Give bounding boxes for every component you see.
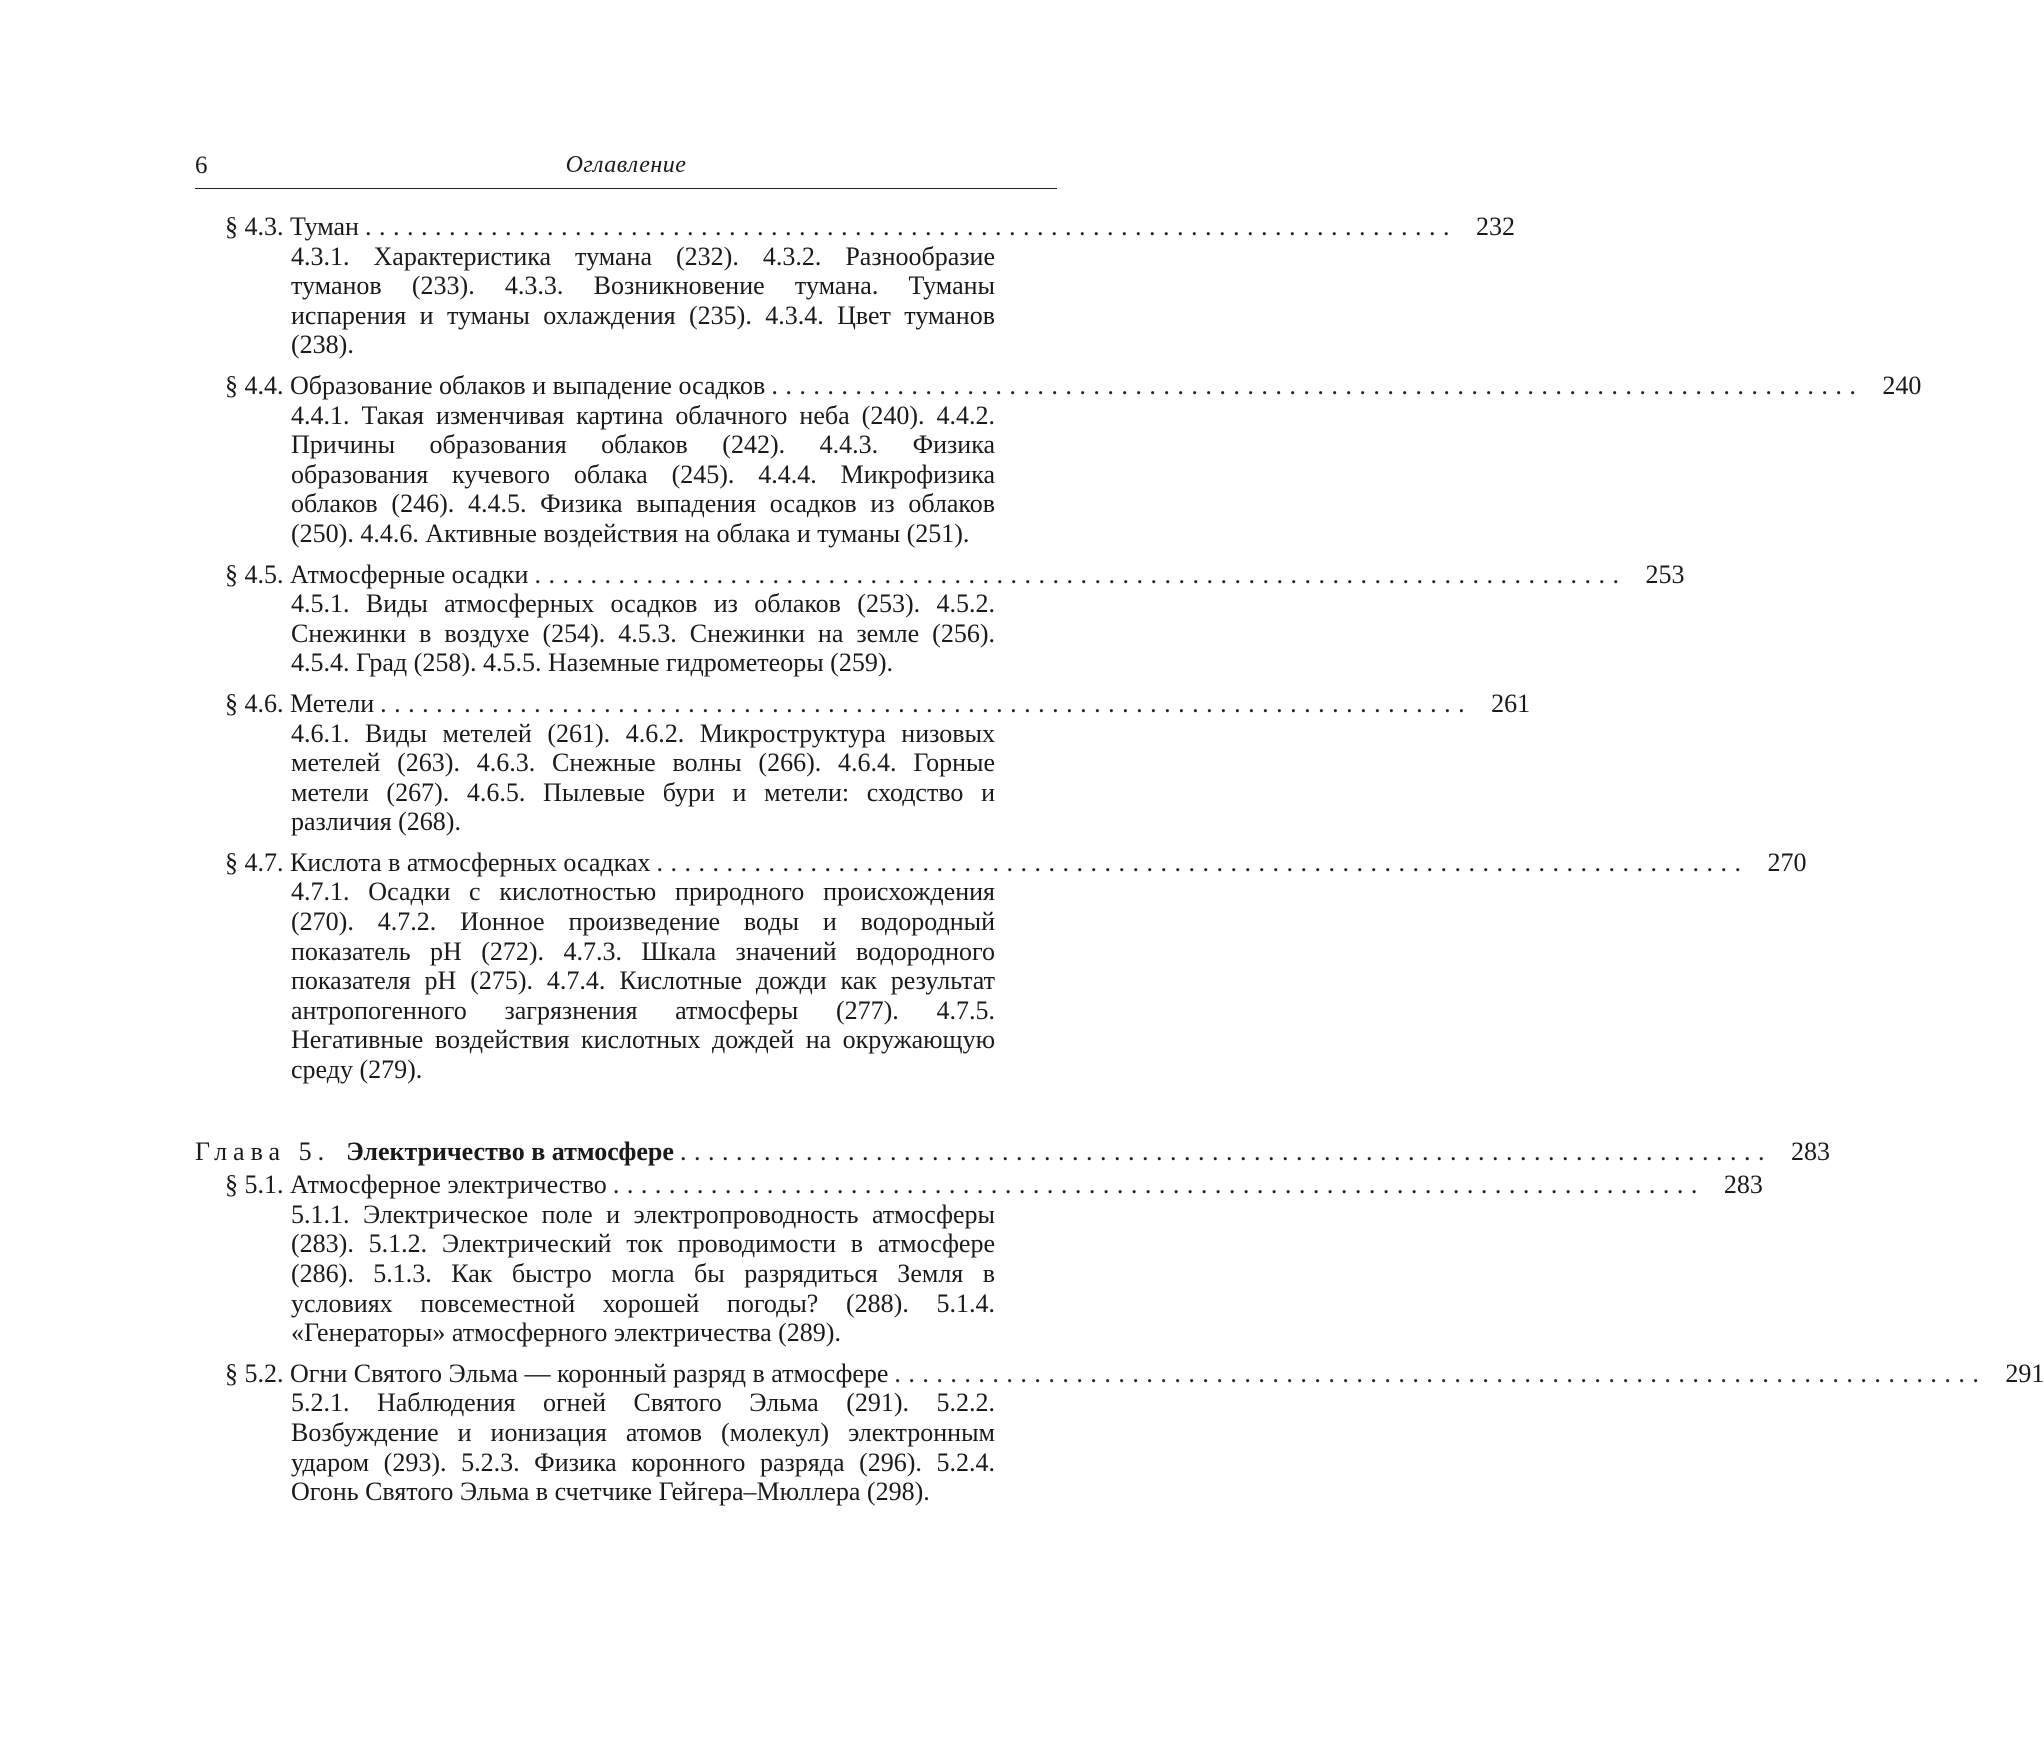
section-page: 270 <box>1767 847 1807 877</box>
section-title: Туман <box>290 212 359 241</box>
section-subsections: 4.7.1. Осадки с кислотностью природного происхождения (270). 4.7.2. Ионное произведение воды и водородный показатель pH (272). 4.7.3. Шкала значений водородного показателя pH (275). 4.7.4. Кислотные дожди как результат антропогенного загрязнения атмосферы (277). 4.7.5. Негативные воздействия кислотных дождей на окружающую среду (279). <box>291 877 995 1085</box>
section-number: § 4.7. <box>225 847 284 877</box>
section-title: Образование облаков и выпадение осадков <box>290 370 766 400</box>
section-page: 261 <box>1491 688 1531 718</box>
dot-leader: .............................................................................. <box>679 1136 1772 1166</box>
dot-leader: .............................................................................. <box>656 847 1749 877</box>
section-title: Атмосферные осадки <box>290 559 529 589</box>
toc-section-5-2[interactable] <box>195 1358 2044 1507</box>
toc-section-4-3[interactable] <box>195 212 1515 360</box>
dot-leader: .............................................................................. <box>380 688 1473 718</box>
page-number: 6 <box>195 152 208 179</box>
section-number: § 5.1. <box>225 1170 284 1200</box>
chapter-label: Глава 5. <box>195 1136 331 1166</box>
section-number: § 4.6. <box>225 688 284 718</box>
running-header <box>195 150 1057 189</box>
dot-leader: .............................................................................. <box>534 559 1627 589</box>
section-number: § 4.3. <box>225 212 284 241</box>
section-subsections: 4.4.1. Такая изменчивая картина облачного неба (240). 4.4.2. Причины образования облаков (242). 4.4.3. Физика образования кучевого облака (245). 4.4.4. Микрофизика облаков (246). 4.4.5. Физика выпадения осадков из облаков (250). 4.4.6. Активные воздействия на облака и туманы (251). <box>291 400 995 548</box>
section-page: 232 <box>1475 212 1515 241</box>
section-subsections: 5.1.1. Электрическое поле и электропроводность атмосферы (283). 5.1.2. Электрический ток проводимости в атмосфере (286). 5.1.3. Как быстро могла бы разрядиться Земля в условиях повсеместной хорошей погоды? (288). 5.1.4. «Генераторы» атмосферного электричества (289). <box>291 1199 995 1348</box>
section-number: § 4.4. <box>225 370 284 400</box>
dot-leader: .............................................................................. <box>612 1170 1705 1200</box>
section-page: 253 <box>1645 559 1685 589</box>
toc-chapter-5[interactable] <box>195 1136 1830 1167</box>
table-of-contents <box>195 212 2044 1518</box>
chapter-title: Электричество в атмосфере <box>346 1136 674 1166</box>
toc-section-5-1[interactable] <box>195 1170 1763 1348</box>
section-page: 240 <box>1882 370 1922 400</box>
running-title: Оглавление <box>565 152 687 178</box>
dot-leader: .............................................................................. <box>771 370 1864 400</box>
toc-section-4-7[interactable] <box>195 847 1807 1085</box>
section-subsections: 5.2.1. Наблюдения огней Святого Эльма (291). 5.2.2. Возбуждение и ионизация атомов (молекул) электронным ударом (293). 5.2.3. Физика коронного разряда (296). 5.2.4. Огонь Святого Эльма в счетчике Гейгера–Мюллера (298). <box>291 1388 995 1507</box>
dot-leader: .............................................................................. <box>364 212 1457 241</box>
section-title: Кислота в атмосферных осадках <box>290 847 651 877</box>
section-title: Атмосферное электричество <box>290 1170 607 1200</box>
section-page: 283 <box>1723 1170 1763 1200</box>
section-number: § 5.2. <box>225 1358 284 1388</box>
toc-section-4-5[interactable] <box>195 559 1685 678</box>
section-title: Огни Святого Эльма — коронный разряд в атмосфере <box>290 1358 889 1388</box>
section-page: 291 <box>2005 1358 2044 1388</box>
dot-leader: .............................................................................. <box>894 1358 1987 1388</box>
section-subsections: 4.6.1. Виды метелей (261). 4.6.2. Микроструктура низовых метелей (263). 4.6.3. Снежные волны (266). 4.6.4. Горные метели (267). 4.6.5. Пылевые бури и метели: сходство и различия (268). <box>291 718 995 837</box>
section-subsections: 4.5.1. Виды атмосферных осадков из облаков (253). 4.5.2. Снежинки в воздухе (254). 4.5.3. Снежинки на земле (256). 4.5.4. Град (258). 4.5.5. Наземные гидрометеоры (259). <box>291 589 995 678</box>
section-title: Метели <box>290 688 375 718</box>
toc-section-4-6[interactable] <box>195 688 1531 837</box>
section-number: § 4.5. <box>225 559 284 589</box>
section-subsections: 4.3.1. Характеристика тумана (232). 4.3.2. Разнообразие туманов (233). 4.3.3. Возникновение тумана. Туманы испарения и туманы охлаждения (235). 4.3.4. Цвет туманов (238). <box>291 241 995 360</box>
toc-section-4-4[interactable] <box>195 370 1922 549</box>
chapter-page: 283 <box>1790 1136 1830 1166</box>
